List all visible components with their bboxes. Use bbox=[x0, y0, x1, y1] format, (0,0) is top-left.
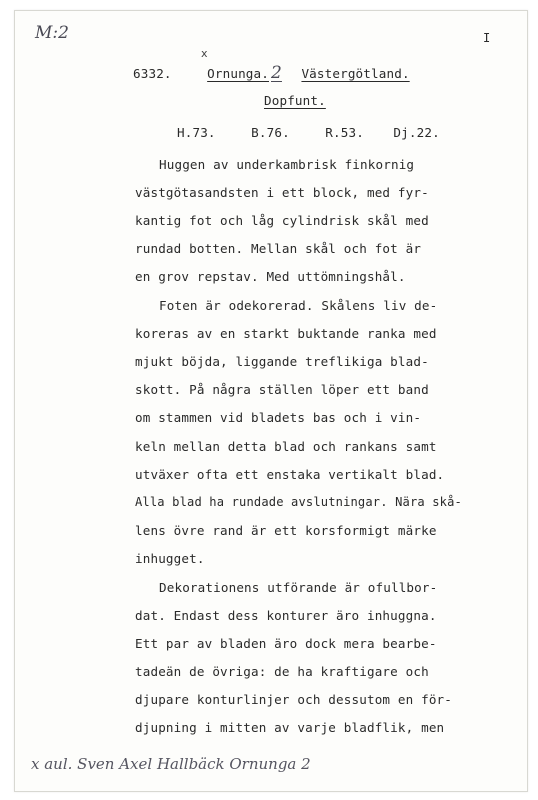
measurement-depth: Dj.22. bbox=[393, 125, 440, 140]
body-line: koreras av en starkt buktande ranka med bbox=[135, 326, 437, 341]
body-line: dat. Endast dess konturer äro inhuggna. bbox=[135, 608, 437, 623]
margin-note: M:2 bbox=[35, 23, 69, 43]
measurement-height: H.73. bbox=[177, 125, 216, 140]
province-name: Västergötland. bbox=[301, 66, 410, 81]
header-line bbox=[133, 63, 410, 83]
page-number: I bbox=[483, 31, 491, 45]
body-line: mjukt böjda, liggande treflikiga blad- bbox=[135, 354, 429, 369]
subject-title: Dopfunt. bbox=[264, 93, 326, 108]
insertion-mark: x bbox=[201, 47, 208, 60]
body-line: Dekorationens utförande är ofullbor- bbox=[159, 580, 438, 595]
site-number-handwritten: 2 bbox=[271, 63, 282, 83]
body-line: Alla blad ha rundade avslutningar. Nära skå- bbox=[135, 495, 462, 509]
body-line: en grov repstav. Med uttömningshål. bbox=[135, 269, 406, 284]
body-line: kantig fot och låg cylindrisk skål med bbox=[135, 213, 429, 228]
body-line: utväxer ofta ett enstaka vertikalt blad. bbox=[135, 467, 445, 482]
measurements bbox=[177, 125, 440, 140]
body-line: rundad botten. Mellan skål och fot är bbox=[135, 241, 422, 256]
body-line: keln mellan detta blad och rankans samt bbox=[135, 439, 437, 454]
catalog-number: 6332. bbox=[133, 66, 172, 81]
body-line: om stammen vid bladets bas och i vin- bbox=[135, 410, 422, 425]
body-line: Ett par av bladen äro dock mera bearbe- bbox=[135, 636, 437, 651]
site-name: Ornunga. bbox=[207, 66, 269, 81]
handwritten-footer: x aul. Sven Axel Hallbäck Ornunga 2 bbox=[31, 755, 311, 773]
body-line: djupare konturlinjer och dessutom en för- bbox=[135, 692, 453, 707]
body-line: lens övre rand är ett korsformigt märke bbox=[135, 523, 437, 538]
body-line: tadeän de övriga: de ha kraftigare och bbox=[135, 664, 429, 679]
body-line: västgötasandsten i ett block, med fyr- bbox=[135, 185, 429, 200]
measurement-width: B.76. bbox=[251, 125, 290, 140]
body-line: Foten är odekorerad. Skålens liv de- bbox=[159, 298, 438, 313]
body-line: Huggen av underkambrisk finkornig bbox=[159, 157, 415, 172]
document-page bbox=[14, 10, 528, 792]
body-line: skott. På några ställen löper ett band bbox=[135, 382, 429, 397]
measurement-radius: R.53. bbox=[325, 125, 364, 140]
body-line: djupning i mitten av varje bladflik, men bbox=[135, 720, 445, 735]
body-line: inhugget. bbox=[135, 551, 205, 566]
